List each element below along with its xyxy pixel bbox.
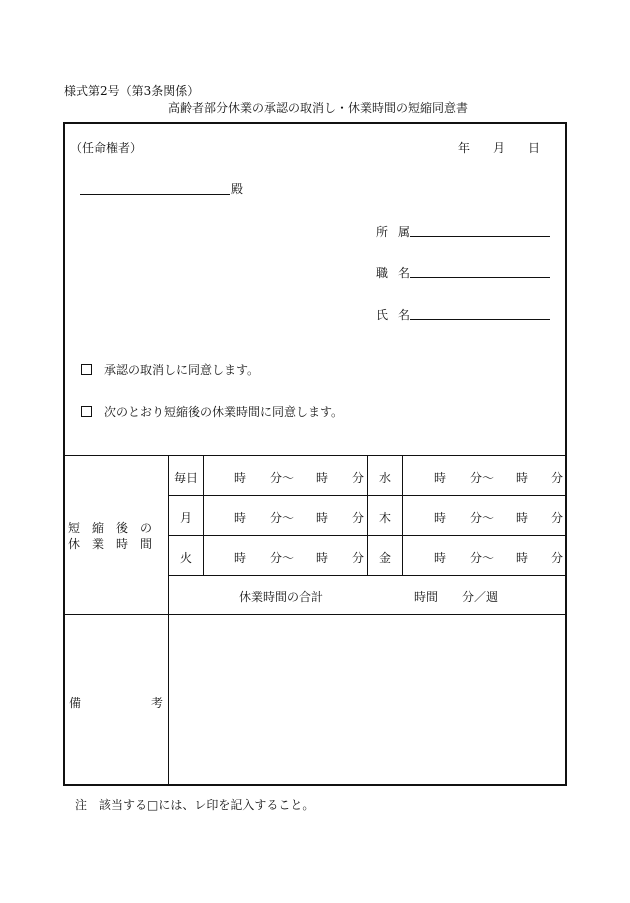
consent-cancel-text: 承認の取消しに同意します。 xyxy=(104,363,260,377)
divider-right-day-column xyxy=(402,455,403,575)
remarks-label-1: 備 xyxy=(69,696,82,710)
divider-remarks-top xyxy=(64,614,566,615)
consent-cancel-option[interactable] xyxy=(81,361,259,378)
minute-label: 分 xyxy=(352,551,365,565)
consent-shorten-checkbox[interactable] xyxy=(81,406,92,417)
consent-shorten-option[interactable] xyxy=(81,403,343,420)
total-hours-unit: 時間 xyxy=(414,590,439,604)
form-number: 様式第2号（第3条関係） xyxy=(64,84,200,98)
position-label-2: 名 xyxy=(398,266,411,280)
consent-shorten-text: 次のとおり短縮後の休業時間に同意します。 xyxy=(104,405,344,419)
divider-schedule-top xyxy=(64,455,566,456)
affiliation-label-2: 属 xyxy=(398,225,411,239)
hour-label: 時 xyxy=(316,551,329,565)
hour-label: 時 xyxy=(434,551,447,565)
divider-middle-column xyxy=(367,455,368,575)
divider-label-column xyxy=(168,455,169,785)
minute-label: 分 xyxy=(551,551,564,565)
day-monday-label: 月 xyxy=(179,511,192,525)
hour-label: 時 xyxy=(516,471,529,485)
minute-from-label: 分～ xyxy=(270,551,295,565)
divider-row-3 xyxy=(168,575,566,576)
consent-cancel-checkbox[interactable] xyxy=(81,364,92,375)
minute-from-label: 分～ xyxy=(470,471,495,485)
appointer-label: （任命権者） xyxy=(70,141,143,155)
minute-label: 分 xyxy=(352,511,365,525)
hour-label: 時 xyxy=(234,511,247,525)
remarks-field[interactable] xyxy=(170,616,564,782)
remarks-label-2: 考 xyxy=(151,696,164,710)
position-label-1: 職 xyxy=(376,266,389,280)
date-month-label: 月 xyxy=(493,141,506,155)
day-tuesday-label: 火 xyxy=(179,551,192,565)
day-thursday-label: 木 xyxy=(378,511,391,525)
minute-from-label: 分～ xyxy=(470,551,495,565)
minute-from-label: 分～ xyxy=(470,511,495,525)
total-label: 休業時間の合計 xyxy=(239,590,324,604)
affiliation-field[interactable] xyxy=(410,236,550,237)
name-label-2: 名 xyxy=(398,308,411,322)
addressee-field[interactable] xyxy=(80,194,230,195)
date-day-label: 日 xyxy=(528,141,541,155)
footer-note: 注 該当する□には、レ印を記入すること。 xyxy=(75,798,315,812)
date-year-label: 年 xyxy=(458,141,471,155)
affiliation-label-1: 所 xyxy=(376,225,389,239)
minute-from-label: 分～ xyxy=(270,471,295,485)
hour-label: 時 xyxy=(516,551,529,565)
day-wednesday-label: 水 xyxy=(378,471,391,485)
name-label-1: 氏 xyxy=(376,308,389,322)
name-field[interactable] xyxy=(410,319,550,320)
document-title: 高齢者部分休業の承認の取消し・休業時間の短縮同意書 xyxy=(168,101,469,115)
total-minutes-unit: 分／週 xyxy=(462,590,499,604)
day-everyday-label: 毎日 xyxy=(173,471,198,485)
hour-label: 時 xyxy=(234,471,247,485)
hour-label: 時 xyxy=(316,511,329,525)
hour-label: 時 xyxy=(516,511,529,525)
day-friday-label: 金 xyxy=(378,551,391,565)
schedule-section-label-line2: 休 業 時 間 xyxy=(68,537,153,551)
position-field[interactable] xyxy=(410,277,550,278)
minute-label: 分 xyxy=(551,511,564,525)
hour-label: 時 xyxy=(434,471,447,485)
minute-label: 分 xyxy=(352,471,365,485)
schedule-section-label-line1: 短 縮 後 の xyxy=(68,521,153,535)
hour-label: 時 xyxy=(434,511,447,525)
divider-left-day-column xyxy=(203,455,204,575)
addressee-suffix: 殿 xyxy=(231,182,244,196)
hour-label: 時 xyxy=(234,551,247,565)
minute-from-label: 分～ xyxy=(270,511,295,525)
hour-label: 時 xyxy=(316,471,329,485)
minute-label: 分 xyxy=(551,471,564,485)
